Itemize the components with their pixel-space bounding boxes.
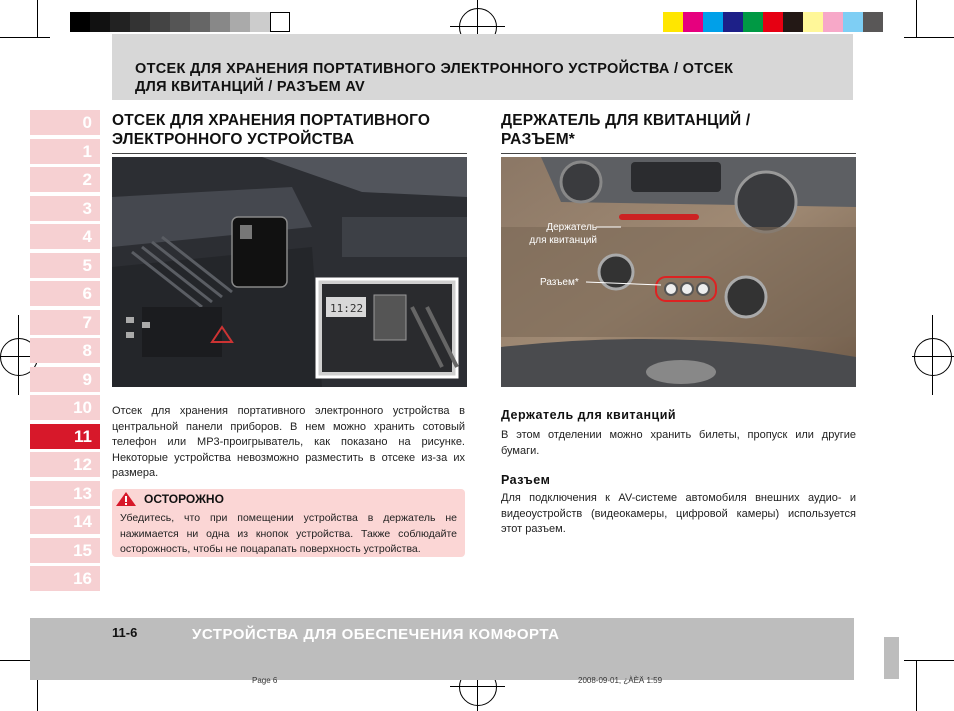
color-bar [663,12,883,32]
registration-mark [450,26,505,27]
page-number: 11-6 [112,625,138,640]
crop-mark [916,660,917,711]
chapter-tab-13[interactable]: 13 [30,481,100,506]
crop-mark [904,660,954,661]
photo-clock: 11:22 [330,302,364,315]
chapter-tab-10[interactable]: 10 [30,395,100,420]
chapter-tab-11[interactable]: 11 [30,424,100,449]
page-title [135,60,835,96]
chapter-tab-8[interactable]: 8 [30,338,100,363]
chapter-tab-9[interactable]: 9 [30,367,100,392]
crop-mark [0,37,50,38]
chapter-tab-16[interactable]: 16 [30,566,100,591]
chapter-tab-12[interactable]: 12 [30,452,100,477]
connector-subtitle [501,473,550,487]
chapter-tab-4[interactable]: 4 [30,224,100,249]
warning-title: ОСТОРОЖНО [144,492,224,506]
grayscale-bar [70,12,290,32]
right-heading-line: РАЗЪЕМ* [501,131,576,148]
receipt-holder-label-line: для квитанций [529,235,597,246]
registration-mark [914,338,952,376]
chapter-tab-2[interactable]: 2 [30,167,100,192]
heading-rule [501,153,856,154]
connector-subtitle-text: Разъем [501,473,551,487]
receipt-holder-label-line: Держатель [546,222,597,233]
receipt-holder-subtitle [501,408,676,422]
crop-mark [916,0,917,38]
receipt-holder-text: В этом отделении можно хранить билеты, пропуск или другие бумаги. [501,429,856,457]
page-title-line: ДЛЯ КВИТАНЦИЙ / РАЗЪЕМ AV [135,79,366,95]
connector-text: Для подключения к AV-системе автомобиля внешних аудио- и видеоустройств (видеокамеры, цифровой камеры) используется этот разъем. [501,492,856,535]
connector-label: Разъем* [540,277,579,288]
left-heading-line: ОТСЕК ДЛЯ ХРАНЕНИЯ ПОРТАТИВНОГО [112,112,431,129]
receipt-holder-subtitle-text: Держатель для квитанций [501,408,677,422]
chapter-tab-3[interactable]: 3 [30,196,100,221]
slug-page: Page 6 [252,676,278,685]
slug-date: 2008-09-01, ¿ÀÈÄ 1:59 [578,676,663,685]
registration-mark [912,356,954,357]
dashboard-storage-photo [112,157,467,387]
chapter-tab-6[interactable]: 6 [30,281,100,306]
footer-side-block [884,637,899,679]
crop-mark [37,0,38,38]
chapter-tab-7[interactable]: 7 [30,310,100,335]
page-title-line: ОТСЕК ДЛЯ ХРАНЕНИЯ ПОРТАТИВНОГО ЭЛЕКТРОННОГО УСТРОЙСТВА / ОТСЕК [135,61,734,77]
chapter-tab-5[interactable]: 5 [30,253,100,278]
chapter-tab-0[interactable]: 0 [30,110,100,135]
registration-mark [932,315,933,395]
chapter-tab-14[interactable]: 14 [30,509,100,534]
receipt-holder-illustration [501,157,856,387]
left-body-text: Отсек для хранения портативного электронного устройства в центральной панели приборов. В нем можно хранить сотовый телефон или MP3-проигрыватель, как показано на рисунке. Некоторые устройства невозможно разместить в отсеке из-за их размера. [112,405,465,479]
chapter-title: УСТРОЙСТВА ДЛЯ ОБЕСПЕЧЕНИЯ КОМФОРТА [192,626,560,643]
right-heading [501,111,861,149]
left-heading-line: ЭЛЕКТРОННОГО УСТРОЙСТВА [112,131,355,148]
registration-mark [450,686,505,687]
chapter-tab-15[interactable]: 15 [30,538,100,563]
right-heading-line: ДЕРЖАТЕЛЬ ДЛЯ КВИТАНЦИЙ / [501,112,751,129]
heading-rule [112,153,467,154]
registration-mark [18,315,19,395]
warning-text: Убедитесь, что при помещении устройства в держатель не нажимается ни одна из кнопок устройства. Также соблюдайте осторожность, чтобы не поцарапать поверхность устройства. [120,512,457,555]
receipt-holder-label [527,221,597,247]
chapter-tab-1[interactable]: 1 [30,139,100,164]
receipt-holder-photo [501,157,856,387]
warning-icon [115,491,137,507]
crop-mark [904,37,954,38]
left-heading [112,111,472,149]
dashboard-storage-illustration [112,157,467,387]
chapter-tabs [30,110,100,595]
